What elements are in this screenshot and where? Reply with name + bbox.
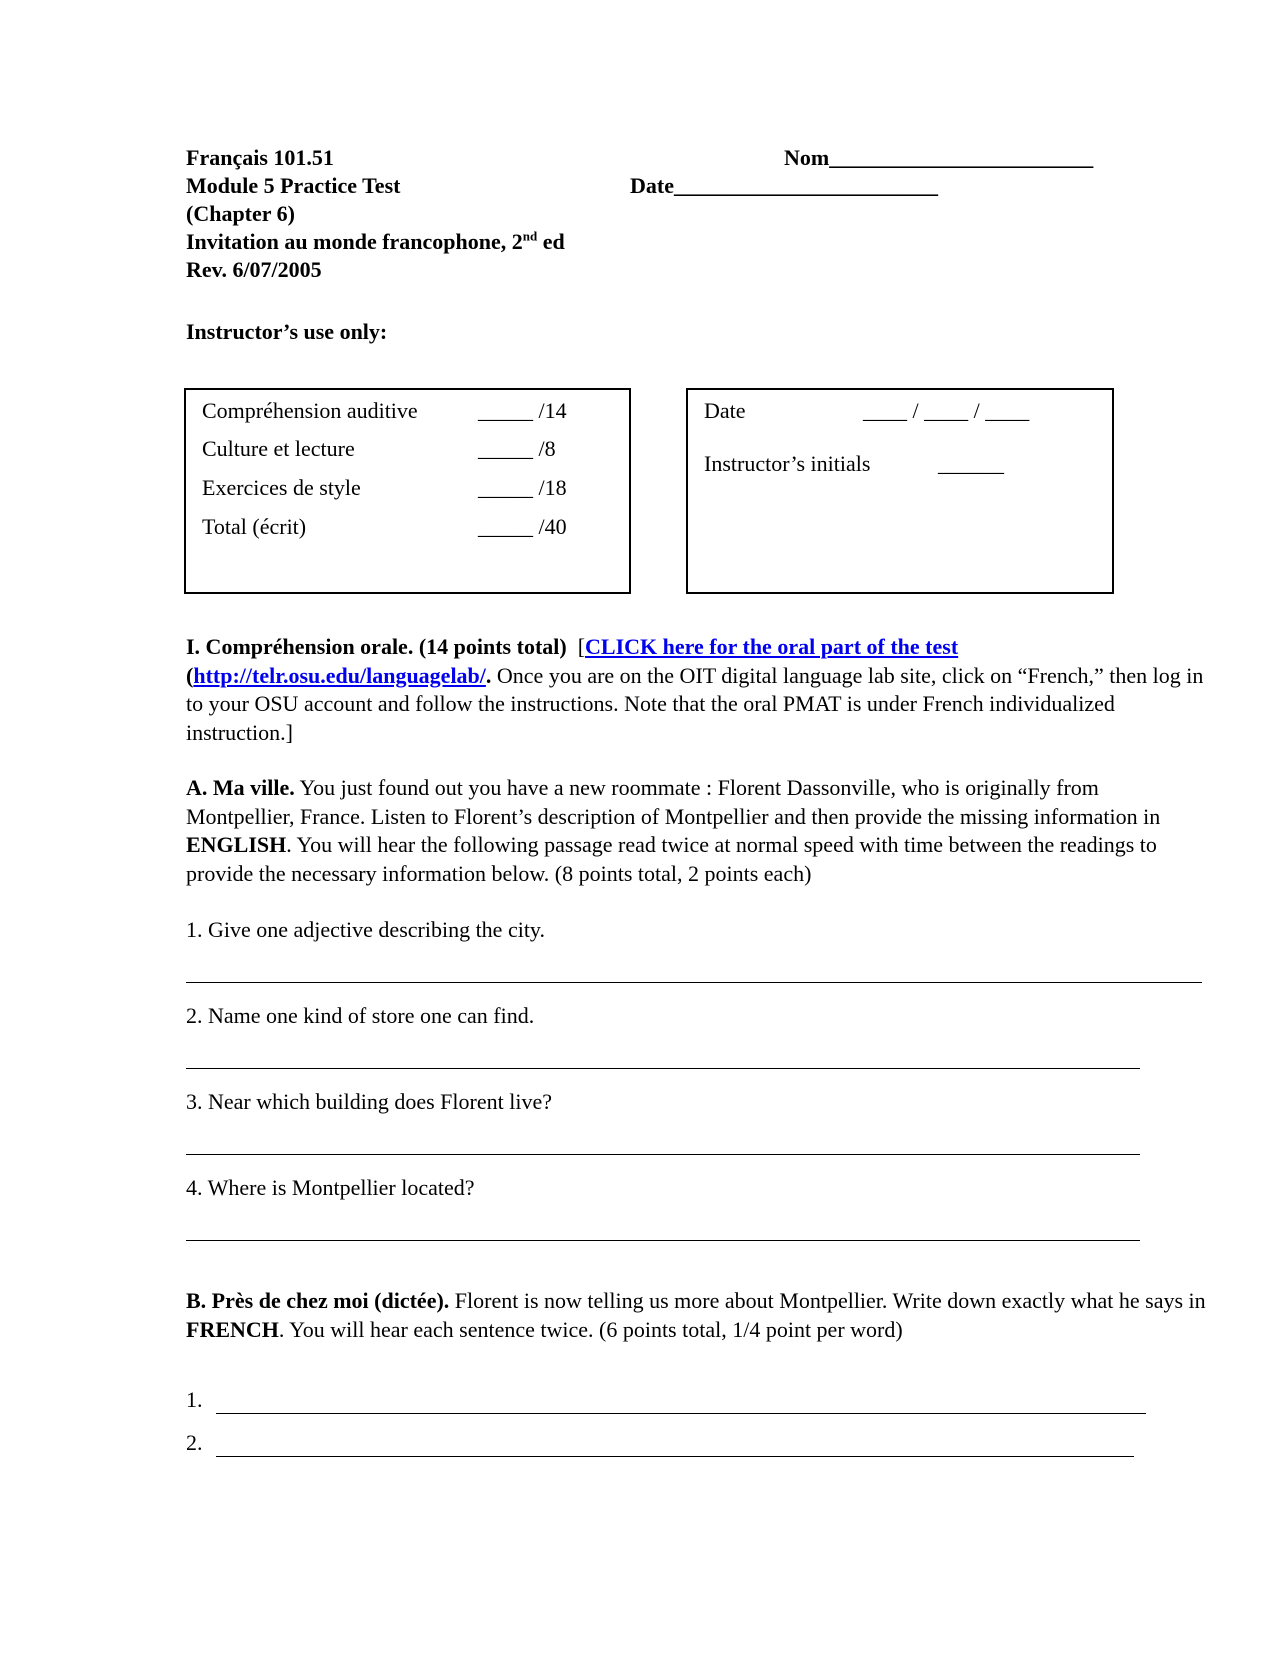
score-label: Compréhension auditive	[202, 398, 418, 423]
date-label: Date	[630, 173, 674, 198]
partA-emph: ENGLISH	[186, 832, 287, 857]
partA-label: A. Ma ville.	[186, 775, 295, 800]
name-label: Nom	[784, 145, 830, 170]
bracket-open: [	[577, 634, 586, 659]
date-blank: ________________________	[673, 173, 938, 198]
partB-text-1: Florent is now telling us more about Montpellier. Write down exactly what he says in	[449, 1288, 1206, 1313]
textbook-name: Invitation au monde francophone, 2	[186, 229, 523, 254]
score-box	[184, 388, 631, 594]
name-blank: ________________________	[829, 145, 1094, 170]
dictation-item-2-number: 2.	[186, 1430, 203, 1455]
score-value: _____ /40	[478, 514, 567, 539]
admin-date-blank: ____ / ____ / ____	[863, 398, 1030, 423]
answer-line-3[interactable]	[186, 1154, 1140, 1155]
partA-paragraph	[186, 774, 1206, 888]
dictation-line-1[interactable]	[216, 1413, 1146, 1414]
partB-text-2: . You will hear each sentence twice. (6 points total, 1/4 point per word)	[278, 1316, 903, 1342]
date-field[interactable]	[630, 172, 938, 201]
url-period: .	[485, 662, 492, 688]
course-title: Français 101.51	[186, 145, 334, 170]
oral-test-link[interactable]: CLICK here for the oral part of the test	[585, 634, 959, 659]
score-value: _____ /14	[478, 398, 567, 423]
admin-date-label: Date	[704, 398, 746, 423]
answer-line-1[interactable]	[186, 982, 1202, 983]
admin-initials-blank: ______	[938, 451, 1004, 476]
score-value: _____ /8	[478, 436, 556, 461]
textbook-sup: nd	[522, 228, 538, 244]
textbook-title	[186, 228, 565, 257]
partB-emph: FRENCH	[186, 1316, 279, 1342]
question-2: 2. Name one kind of store one can find.	[186, 1003, 535, 1028]
score-label: Total (écrit)	[202, 514, 307, 539]
section1-instructions: Once you are on the OIT digital language lab site, click on “French,” then log in to your OSU account and follow the instructions. Note that the oral PMAT is under French individualized instruction.]	[186, 662, 1204, 745]
admin-initials-label: Instructor’s initials	[704, 451, 871, 476]
section1-paragraph	[186, 633, 1206, 747]
question-1: 1. Give one adjective describing the city.	[186, 917, 546, 942]
dictation-line-2[interactable]	[216, 1456, 1134, 1457]
textbook-tail: ed	[537, 229, 565, 254]
admin-box	[686, 388, 1114, 594]
partB-paragraph	[186, 1287, 1206, 1344]
score-label: Exercices de style	[202, 475, 361, 500]
partA-text-2: . You will hear the following passage read twice at normal speed with time between the readings to provide the necessary information below. (8 points total, 2 points each)	[186, 832, 1157, 886]
score-label: Culture et lecture	[202, 436, 355, 461]
instructor-use-heading: Instructor’s use only:	[186, 319, 388, 344]
name-field[interactable]	[784, 144, 1093, 173]
revision-date: Rev. 6/07/2005	[186, 257, 322, 282]
answer-line-2[interactable]	[186, 1068, 1140, 1069]
partA-text-1: You just found out you have a new roommate : Florent Dassonville, who is originally from Montpellier, France. Listen to Florent’s description of Montpellier and then provide the missing information in	[186, 775, 1161, 829]
answer-line-4[interactable]	[186, 1240, 1140, 1241]
dictation-item-1-number: 1.	[186, 1387, 203, 1412]
score-value: _____ /18	[478, 475, 567, 500]
section1-heading: I. Compréhension orale. (14 points total)	[186, 634, 567, 659]
partB-label: B. Près de chez moi (dictée).	[186, 1288, 450, 1313]
paren-open: (	[186, 662, 194, 688]
module-title: Module 5 Practice Test	[186, 173, 401, 198]
question-3: 3. Near which building does Florent live?	[186, 1089, 552, 1114]
language-lab-url-link[interactable]: http://telr.osu.edu/languagelab/	[193, 662, 486, 688]
chapter-label: (Chapter 6)	[186, 201, 295, 226]
question-4: 4. Where is Montpellier located?	[186, 1175, 475, 1200]
